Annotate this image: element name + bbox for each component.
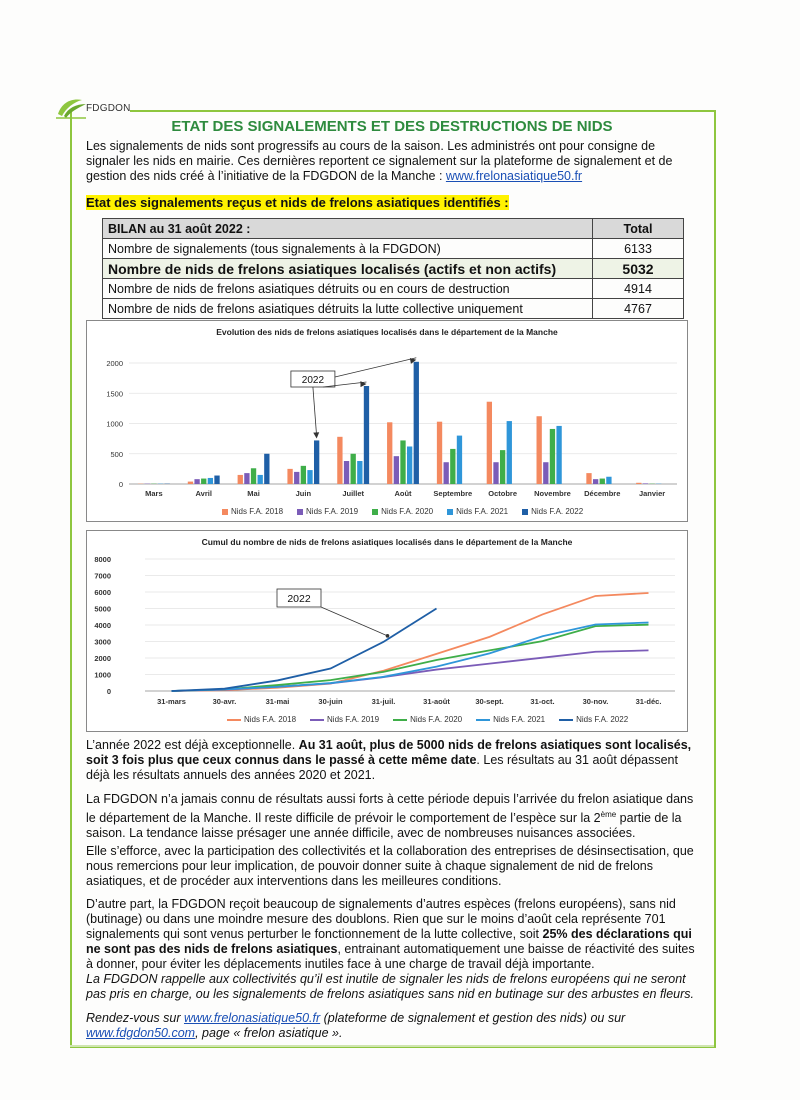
table-row xyxy=(103,299,684,319)
legend-label: Nids F.A. 2021 xyxy=(456,507,509,516)
bar xyxy=(543,462,548,484)
annotation-label: 2022 xyxy=(301,375,325,386)
line-chart-title: Cumul du nombre de nids de frelons asiatiques localisés dans le département de la Manche xyxy=(201,537,573,547)
legend-label: Nids F.A. 2019 xyxy=(306,507,359,516)
legend-swatch xyxy=(447,509,453,515)
x-tick-label: Juillet xyxy=(342,489,365,498)
bar xyxy=(437,422,442,484)
bar xyxy=(214,476,219,484)
bar xyxy=(314,440,319,484)
table-header-row xyxy=(103,219,684,239)
y-tick-label: 1000 xyxy=(94,670,111,680)
bar-chart-box xyxy=(86,320,688,522)
annotation-arrow xyxy=(321,607,388,636)
legend-swatch xyxy=(559,719,573,721)
x-tick-label: Décembre xyxy=(584,489,621,498)
x-tick-label: 31-juil. xyxy=(371,697,396,706)
legend-item xyxy=(476,715,545,724)
annotation-label: 2022 xyxy=(287,593,311,605)
legend-item xyxy=(227,715,296,724)
bar xyxy=(264,454,269,484)
legend-item xyxy=(310,715,379,724)
bar xyxy=(387,422,392,484)
legend-swatch xyxy=(372,509,378,515)
row-value: 6133 xyxy=(593,239,684,259)
bar xyxy=(600,479,605,484)
row-value: 4767 xyxy=(593,299,684,319)
y-tick-label: 8000 xyxy=(94,555,111,564)
bar xyxy=(357,461,362,484)
legend-swatch xyxy=(310,719,324,721)
p5-text-a: Rendez-vous sur xyxy=(86,1011,184,1025)
frelon-link[interactable]: www.frelonasiatique50.fr xyxy=(183,1011,321,1025)
legend-swatch xyxy=(476,719,490,721)
series-line xyxy=(172,593,649,691)
p4-text-bold: 25% des déclarations qui ne sont pas des nids de frelons asiatiques xyxy=(86,927,692,956)
y-tick-label: 5000 xyxy=(94,604,111,614)
bar xyxy=(487,402,492,484)
legend-label: Nids F.A. 2018 xyxy=(231,507,284,516)
y-tick-label: 2000 xyxy=(94,654,111,663)
p4-text-c: , entrainant automatiquement une baisse de réactivité des suites à donner, pour éviter les déplacements inutiles face à une charge de travail déjà importante. xyxy=(86,942,695,971)
bar-chart-legend xyxy=(222,507,583,516)
bar xyxy=(507,421,512,484)
legend-label: Nids F.A. 2019 xyxy=(327,715,380,724)
x-tick-label: Janvier xyxy=(638,489,666,498)
paragraph-2 xyxy=(86,792,698,841)
x-tick-label: 31-mai xyxy=(265,697,290,706)
bar xyxy=(550,429,555,484)
x-tick-label: 30-sept. xyxy=(475,697,504,706)
legend-item xyxy=(393,715,462,724)
bar xyxy=(586,473,591,484)
y-tick-label: 0 xyxy=(106,687,111,696)
legend-swatch xyxy=(393,719,407,721)
bar xyxy=(394,456,399,484)
p1-text-c: . Les résultats au 31 août dépassent déjà les résultats annuels des années 2020 et 2021. xyxy=(86,753,678,782)
bar xyxy=(450,449,455,484)
x-tick-label: Novembre xyxy=(534,489,571,498)
footer-line xyxy=(70,1045,714,1047)
x-tick-label: Août xyxy=(394,489,412,498)
legend-label: Nids F.A. 2021 xyxy=(493,715,546,724)
fdgdon-link[interactable]: www.fdgdon50.com xyxy=(86,1026,196,1040)
legend-label: Nids F.A. 2020 xyxy=(381,507,434,516)
y-tick-label: 500 xyxy=(110,449,123,459)
legend-swatch xyxy=(297,509,303,515)
annotation-arrow xyxy=(313,387,317,436)
bar xyxy=(364,386,369,484)
p4-text-italic: La FDGDON rappelle aux collectivités qu’il est inutile de signaler les nids de frelons européens qui ne seront pas pris en charge, ou les signalements de frelons asiatiques sans nid en butinage sur des arbustes en fleurs. xyxy=(86,972,695,1001)
y-tick-label: 6000 xyxy=(94,588,111,597)
p5-text-c: , page « frelon asiatique ». xyxy=(195,1026,343,1040)
x-tick-label: Mars xyxy=(145,489,163,498)
bar-chart-title: Evolution des nids de frelons asiatiques localisés dans le département de la Manche xyxy=(216,327,558,337)
legend-item xyxy=(522,507,583,516)
bar xyxy=(643,483,648,484)
bar xyxy=(500,450,505,484)
bar xyxy=(636,483,641,484)
p4-text-a: D’autre part, la FDGDON reçoit beaucoup de signalements d’autres espèces (frelons européens), sans nid (butinage) ou dans une moindre mesure des doublons. Rien que sur le moins d’août cela représente 701 signalements qui sont venus perturber le fonctionnement de la lutte collective, soit xyxy=(86,897,676,941)
legend-item xyxy=(297,507,358,516)
legend-swatch xyxy=(522,509,528,515)
header-label: BILAN au 31 août 2022 : xyxy=(103,219,593,239)
y-tick-label: 7000 xyxy=(94,571,111,581)
row-label: Nombre de nids de frelons asiatiques détruits ou en cours de destruction xyxy=(103,279,593,299)
bar-chart xyxy=(87,321,687,521)
table-row xyxy=(103,279,684,299)
line-chart xyxy=(87,531,687,731)
x-tick-label: 31-août xyxy=(423,697,450,706)
legend-swatch xyxy=(227,719,241,721)
bar xyxy=(556,426,561,484)
paragraph-4 xyxy=(86,897,698,1002)
x-tick-label: Mai xyxy=(247,489,260,498)
bar xyxy=(208,478,213,484)
intro-text: Les signalements de nids sont progressifs au cours de la saison. Les administrés ont pour consigne de signaler les nids en mairie. Ces dernières reportent ce signalement sur la plateforme de signalement et de gestion des nids créé à l’initiative de la FDGDON de la Manche : xyxy=(86,139,673,183)
bar xyxy=(307,470,312,484)
legend-item xyxy=(222,507,283,516)
paragraph-1 xyxy=(86,738,698,783)
bar xyxy=(301,466,306,484)
annotation-arrowhead xyxy=(386,634,390,638)
series-line xyxy=(172,609,437,692)
x-tick-label: 31-oct. xyxy=(530,697,555,706)
x-tick-label: Juin xyxy=(295,489,312,498)
p1-text-a: L’année 2022 est déjà exceptionnelle. xyxy=(86,738,299,752)
bar xyxy=(606,477,611,484)
bar xyxy=(287,469,292,484)
bar xyxy=(493,462,498,484)
line-chart-legend xyxy=(227,715,628,724)
bar xyxy=(400,440,405,484)
p5-text-b: (plateforme de signalement et gestion des nids) ou sur xyxy=(320,1011,626,1025)
x-tick-label: 30-nov. xyxy=(582,697,609,706)
bar xyxy=(444,462,449,484)
bar xyxy=(188,482,193,484)
y-tick-label: 1500 xyxy=(106,389,123,399)
bar xyxy=(194,479,199,484)
x-tick-label: 31-déc. xyxy=(635,697,662,706)
row-label: Nombre de nids de frelons asiatiques localisés (actifs et non actifs) xyxy=(103,259,593,279)
subheading-block xyxy=(86,195,698,210)
intro-link[interactable]: www.frelonasiatique50.fr xyxy=(445,169,583,183)
x-tick-label: Septembre xyxy=(433,489,473,498)
x-tick-label: Octobre xyxy=(488,489,518,498)
legend-item xyxy=(372,507,433,516)
bilan-table xyxy=(102,218,684,319)
table-row xyxy=(103,239,684,259)
bar xyxy=(258,475,263,484)
annotation-arrowhead xyxy=(313,432,319,438)
row-value: 4914 xyxy=(593,279,684,299)
table-row xyxy=(103,259,684,279)
legend-label: Nids F.A. 2018 xyxy=(244,715,297,724)
y-tick-label: 4000 xyxy=(94,621,111,630)
legend-label: Nids F.A. 2022 xyxy=(576,715,629,724)
logo-text: FDGDON xyxy=(86,103,131,114)
p1-text-bold: Au 31 août, plus de 5000 nids de frelons asiatiques sont localisés, soit 3 fois plus que ceux connus dans le passé à cette même date xyxy=(86,738,692,767)
p2-text-b: partie de la saison. La tendance laisse présager une année difficile, avec de nombreuses nuisances associées. xyxy=(86,811,682,841)
bar xyxy=(344,461,349,484)
bar xyxy=(251,468,256,484)
legend-item xyxy=(559,715,628,724)
bar xyxy=(414,362,419,484)
legend-label: Nids F.A. 2022 xyxy=(531,507,584,516)
bar xyxy=(351,454,356,484)
p2-superscript: ème xyxy=(600,810,617,819)
x-tick-label: 30-juin xyxy=(318,697,343,706)
y-tick-label: 3000 xyxy=(94,637,111,647)
annotation-arrow xyxy=(335,358,416,377)
series-line xyxy=(172,623,649,691)
line-chart-box xyxy=(86,530,688,732)
bar xyxy=(593,479,598,484)
paragraph-5 xyxy=(86,1011,698,1041)
row-label: Nombre de nids de frelons asiatiques détruits la lutte collective uniquement xyxy=(103,299,593,319)
bar xyxy=(337,437,342,484)
intro-paragraph xyxy=(86,139,698,184)
row-value: 5032 xyxy=(593,259,684,279)
y-tick-label: 0 xyxy=(118,480,123,489)
p2-text-a: La FDGDON n’a jamais connu de résultats aussi forts à cette période depuis l’arrivée du frelon asiatique dans le département de la Manche. Il reste difficile de prévoir le comportement de l’espèce sur la 2 xyxy=(86,792,694,826)
bar xyxy=(201,479,206,484)
y-tick-label: 2000 xyxy=(106,359,123,368)
bar xyxy=(537,416,542,484)
page-frame-top xyxy=(130,110,714,112)
legend-label: Nids F.A. 2020 xyxy=(410,715,463,724)
bar xyxy=(294,472,299,484)
paragraph-3: Elle s’efforce, avec la participation des collectivités et la collaboration des entreprises de désinsectisation, que nous remercions pour leur implication, de pouvoir donner suite à chaque signalement de nid de frelons asiatiques, et de procéder aux interventions dans les meilleures conditions. xyxy=(86,844,694,888)
x-tick-label: 31-mars xyxy=(157,697,186,706)
y-tick-label: 1000 xyxy=(106,419,123,429)
bar xyxy=(238,475,243,484)
bar xyxy=(407,446,412,484)
bar xyxy=(457,436,462,484)
legend-item xyxy=(447,507,508,516)
subheading: Etat des signalements reçus et nids de frelons asiatiques identifiés : xyxy=(86,195,509,210)
x-tick-label: Avril xyxy=(195,489,212,498)
x-tick-label: 30-avr. xyxy=(212,697,237,706)
legend-swatch xyxy=(222,509,228,515)
bar xyxy=(244,473,249,484)
row-label: Nombre de signalements (tous signalements à la FDGDON) xyxy=(103,239,593,259)
page-title: ETAT DES SIGNALEMENTS ET DES DESTRUCTIONS DE NIDS xyxy=(171,118,613,135)
header-total: Total xyxy=(593,219,684,239)
